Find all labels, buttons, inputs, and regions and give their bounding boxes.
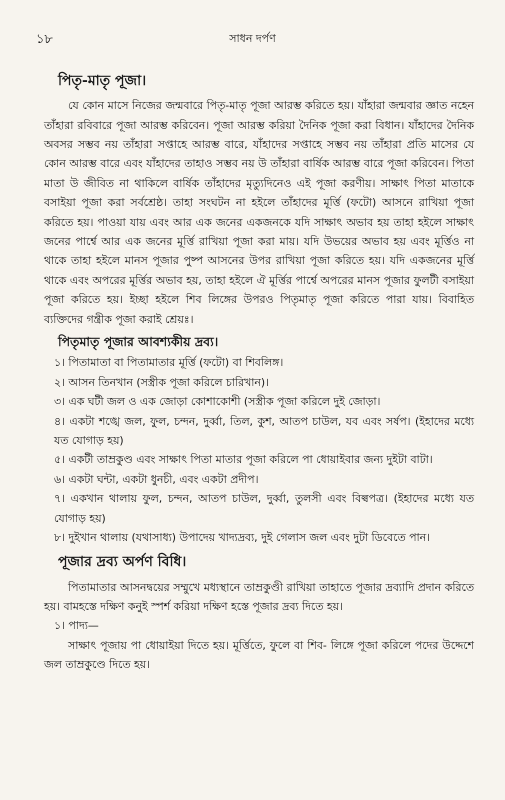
page-number: ১৮ <box>36 32 53 47</box>
list-item: ৫। একটী তাম্রকুণ্ড এবং সাক্ষাৎ পিতা মাতার পূজা করিলে পা ধোয়াইবার জন্য দুইটা বাটা। <box>54 453 433 467</box>
running-title: সাধন দর্পণ <box>229 32 276 45</box>
section-title-offering-method: পূজার দ্রব্য অর্পণ বিধি। <box>58 554 187 571</box>
list-item: ৭। একখান থালায় ফুল, চন্দন, আতপ চাউল, দুর্ব্বা, তুলসী এবং বিল্বপত্র। (ইহাদের মধ্যে যত যোগাড় হয়) <box>54 492 474 525</box>
list-item: ৮। দুইখান থালায় (যথাসাধ্য) উপাদেয় খাদ্যদ্রব্য, দুই গেলাস জল এবং দুটা ডিবেতে পান। <box>54 530 431 544</box>
paragraph: সাক্ষাৎ পূজায় পা ধোয়াইয়া দিতে হয়। মূর্ত্তিতে, ফুলে বা শিব- লিঙ্গে পূজা করিলে পদের উদ্দেশে জল তাম্রকুণ্ডে দিতে হয়। <box>44 638 474 672</box>
list-item: ৪। একটা শঙ্খে জল, ফুল, চন্দন, দুর্ব্বা, তিল, কুশ, আতপ চাউল, যব এবং সর্ষপ। (ইহাদের মধ্যে যত যোগাড় হয়) <box>54 414 474 447</box>
list-item: ৬। একটা ঘন্টা, একটা ধুনচী, এবং একটা প্রদীপ। <box>54 472 259 486</box>
list-item: ১। পাদ্য— <box>54 619 99 633</box>
section-title-required-items: পিতৃমাতৃ পূজার আবশ্যকীয় দ্রব্য। <box>58 334 219 350</box>
paragraph: যে কোন মাসে নিজের জন্মবারে পিতৃ-মাতৃ পূজা আরম্ভ করিতে হয়। যাঁহারা জন্মবার জ্ঞাত নহেন তাঁহারা রবিবারে পূজা আরম্ভ করিবেন। পূজা আরম্ভ করিয়া দৈনিক পূজা করা বিধান। যাঁহাদের দৈনিক অবসর সম্ভব নয় তাঁহারা সপ্তাহে আরম্ভ বারে, যাঁহাদের সপ্তাহে সম্ভব নয় তাঁহারা প্রতি মাসের যে কোন আরম্ভ বারে এবং যাঁহাদের তাহাও সম্ভব নয় উ তাঁহারা বার্ষিক আরম্ভ বারে পূজা করিবেন। পিতা মাতা উ জীবিত না থাকিলে বার্ষিক তাঁহাদের মৃত্যুদিনেও এই পূজা করণীয়। সাক্ষাৎ পিতা মাতাকে বসাইয়া পূজা করা সর্বশ্রেষ্ঠ। তাহা সংঘটন না হইলে তাঁহাদের মূর্ত্তি (ফটো) আসনে রাখিয়া পূজা করিতে হয়। পাওয়া যায় এবং আর এক জনের একজনকে যদি সাক্ষাৎ অভাব হয় তাহা হইলে সাক্ষাৎ জনের পার্শ্বে আর এক জনের মূর্ত্তি রাখিয়া পূজা করা মায়। যদি উভয়ের অভাব হয় এবং মূর্ত্তিও না থাকে তাহা হইলে মানস পূজার পুষ্প আসনের উপর রাখিয়া পূজা করিতে হয়। যদি একজনের মূর্ত্তি থাকে এবং অপরের মূর্ত্তির অভাব হয়, তাহা হইলে ঐ মূর্ত্তির পার্শ্বে অপরের মানস পূজার ফুলটী বসাইয়া পূজা করিতে হয়। ইচ্ছা হইলে শিব লিঙ্গের উপরও পিতৃমাতৃ পূজা করিতে পারা যায়। বিবাহিত ব্যক্তিদের গন্ত্রীক পূজা করাই শ্রেয়ঃ। <box>44 99 474 326</box>
page-content <box>44 66 474 675</box>
paragraph: পিতামাতার আসনদ্বয়ের সম্মুখে মধ্যস্থানে তাম্রকুণ্ডী রাখিয়া তাহাতে পূজার দ্রব্যাদি প্রদান করিতে হয়। বামহস্তে দক্ষিণ কনুই স্পর্শ করিয়া দক্ষিণ হস্তে পূজার দ্রব্য দিতে হয়। <box>44 580 474 613</box>
page-header <box>0 30 505 48</box>
section-title-pitri-matri-puja: পিতৃ-মাতৃ পূজা। <box>58 73 147 89</box>
list-item: ৩। এক ঘটী জল ও এক জোড়া কোশাকোশী (সস্ত্রীক পূজা করিলে দুই জোড়া। <box>54 395 381 409</box>
list-item: ১। পিতামাতা বা পিতামাতার মূর্ত্তি (ফটো) বা শিবলিঙ্গ। <box>54 356 284 370</box>
list-item: ২। আসন তিনখান (সস্ত্রীক পূজা করিলে চারিখান)। <box>54 375 270 389</box>
